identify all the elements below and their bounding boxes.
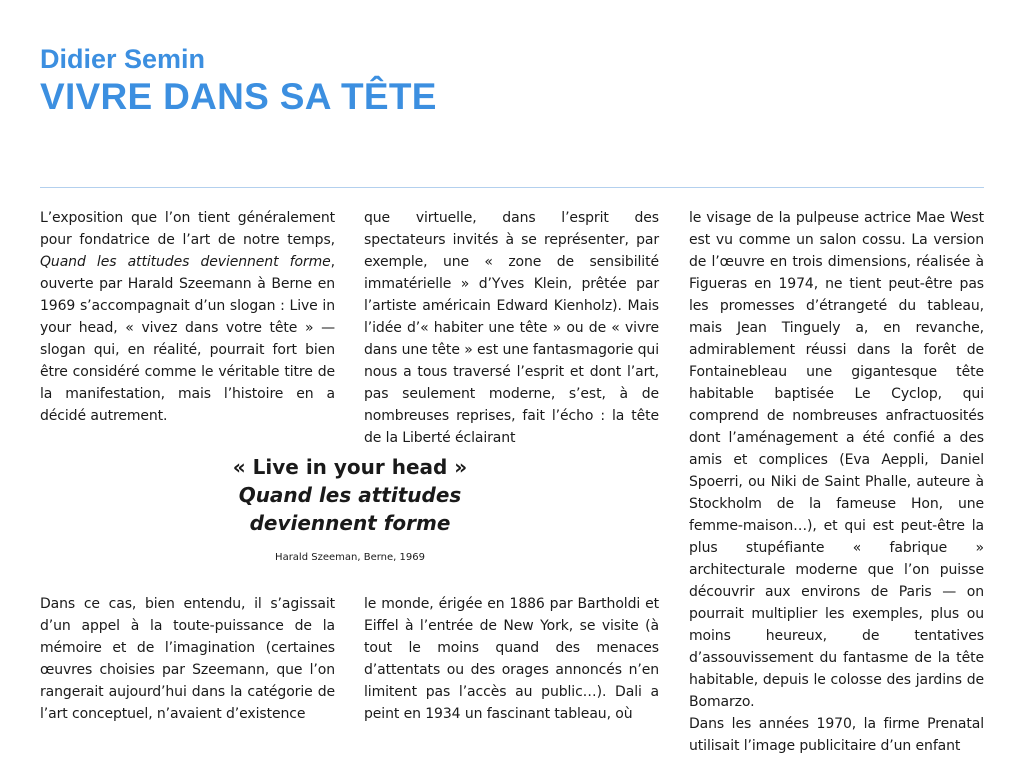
paragraph-col2-bottom: le monde, érigée en 1886 par Bartholdi et Eiffel à l’entrée de New York, se visite (à tout le moins quand des menaces d’attentats ou des orages annoncés n’en limitent pas l’accès au public…). Dali a peint en 1934 un fascinant tableau, où: [364, 596, 659, 722]
exhibition-title: Quand les attitudes deviennent forme: [40, 254, 331, 270]
author-name: Didier Semin: [40, 44, 206, 74]
column-1-top: [40, 207, 335, 427]
pull-quote-line-3: deviennent forme: [249, 511, 451, 535]
pull-quote-line-2: Quand les attitudes: [238, 483, 462, 507]
column-1-bottom: [40, 593, 335, 725]
intro-text: L’exposition que l’on tient généralement pour fondatrice de l’art de notre temps,: [40, 210, 335, 248]
paragraph-col1-bottom: Dans ce cas, bien entendu, il s’agissait d’un appel à la toute-puissance de la mémoire et de l’imagination (certaines œuvres choisies par Szeemann, que l’on rangerait aujourd’hui dans la catégorie de l’art conceptuel, n’avaient d’existence: [40, 596, 335, 722]
paragraph-intro: [40, 207, 335, 427]
intro-text-rest: , ouverte par Harald Szeemann à Berne en 1969 s’accompagnait d’un slogan : Live in your head, « vivez dans votre tête » — slogan qui, en réalité, pourrait fort bien être considéré comme le véritable titre de la manifestation, mais l’histoire en a décidé autrement.: [40, 254, 335, 424]
pull-quote-line-1: « Live in your head »: [232, 455, 468, 479]
paragraph-col3-1: le visage de la pulpeuse actrice Mae West est vu comme un salon cossu. La version de l’œuvre en trois dimensions, réalisée à Figueras en 1974, ne tient peut-être pas les promesses d’étrangeté du tableau, mais Jean Tinguely a, en revanche, admirablement réussi dans la forêt de Fontainebleau une gigantesque tête habitable baptisée Le Cyclop, qui comprend de nombreuses anfractuosités dont l’aménagement a été confié a des amis et complices (Eva Aeppli, Daniel Spoerri, ou Niki de Saint Phalle, auteure à Stockholm de la fameuse Hon, une femme-maison…), et qui est peut-être la plus stupéfiante « fabrique » architecturale moderne que l’on puisse découvrir aux environs de Paris — on pourrait multiplier les exemples, plus ou moins heureux, de tentatives d’assouvissement du fantasme de la tête habitable, depuis le colosse des jardins de Bomarzo.: [689, 210, 984, 710]
pull-quote: [190, 453, 510, 537]
column-2-bottom: [364, 593, 659, 725]
paragraph-col3-2: Dans les années 1970, la firme Prenatal utilisait l’image publicitaire d’un enfant: [689, 716, 984, 754]
page-title: VIVRE DANS SA TÊTE: [40, 76, 437, 117]
column-3: [689, 207, 984, 754]
header-divider: [40, 187, 984, 188]
column-2-top: [364, 207, 659, 446]
pull-quote-credit: Harald Szeeman, Berne, 1969: [275, 552, 425, 563]
paragraph-col2-top: que virtuelle, dans l’esprit des spectateurs invités à se représenter, par exemple, une « zone de sensibilité immatérielle » d’Yves Klein, prêtée par l’artiste américain Edward Kienholz). Mais l’idée d’« habiter une tête » ou de « vivre dans une tête » est une fantasmagorie qui nous a tous traversé l’esprit et dont l’art, pas seulement moderne, s’est, à de nombreuses reprises, fait l’écho : la tête de la Liberté éclairant: [364, 210, 659, 446]
